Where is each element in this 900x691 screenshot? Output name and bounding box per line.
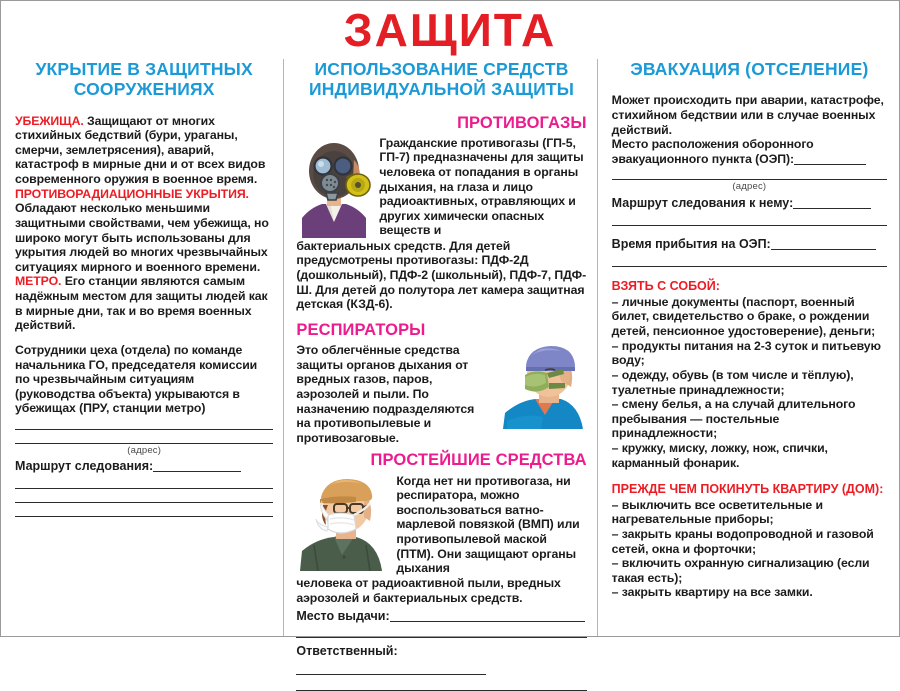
simple-means-heading: ПРОСТЕЙШИЕ СРЕДСТВА	[370, 451, 587, 470]
right-address-caption: (адрес)	[732, 181, 767, 193]
list-item: – закрыть квартиру на все замки.	[611, 585, 813, 600]
shelters-lead: УБЕЖИЩА.	[15, 113, 84, 128]
person-in-gauze-mask-illustration	[296, 475, 388, 571]
left-address-caption: (адрес)	[127, 445, 162, 457]
list-item: – одежду, обувь (в том числе и тёплую), туалетные принадлежности;	[611, 367, 854, 397]
right-blank-line-1[interactable]	[612, 179, 887, 180]
respirators-paragraph: Это облегчённые средства защиты органов дыхания от вредных газов, паров, аэрозолей и пыли. По назначению подразделяются на противопылевые и противозаговые.	[296, 343, 475, 445]
arrival-time-input[interactable]	[771, 237, 876, 250]
middle-column-heading: ИСПОЛЬЗОВАНИЕ СРЕДСТВ ИНДИВИДУАЛЬНОЙ ЗАЩИТЫ	[308, 59, 575, 100]
issue-place-label: Место выдачи:	[296, 609, 390, 624]
list-item: – закрыть краны водопроводной и газовой сетей, окна и форточки;	[611, 526, 874, 556]
oep-location-line	[612, 137, 887, 166]
left-blank-line-3[interactable]	[15, 488, 273, 489]
middle-blank-line-1[interactable]	[296, 637, 586, 638]
shelters-body: Защищают от многих стихийных бедствий (бури, ураганы, смерчи, землетрясения), аварий, катастроф в мирные дни и от всех видов современного оружия в военное время.	[15, 113, 266, 187]
left-blank-line-2[interactable]	[15, 443, 273, 444]
antiradiation-lead: ПРОТИВОРАДИАЦИОННЫЕ УКРЫТИЯ.	[15, 186, 249, 201]
before-leaving-heading: ПРЕЖДЕ ЧЕМ ПОКИНУТЬ КВАРТИРУ (ДОМ):	[611, 482, 884, 497]
gasmasks-paragraph-1: Гражданские противогазы (ГП-5, ГП-7) предназначены для защиты человека от попадания в органы дыхания, на глаза и лицо радиоактивных, отравляющих и других химически опасных веществ и	[379, 135, 584, 238]
take-with-you-heading: ВЗЯТЬ С СОБОЙ:	[611, 279, 720, 294]
list-item: – личные документы (паспорт, военный билет, свидетельство о браке, о рождении детей, пенсионное удостоверение), деньги;	[611, 294, 876, 339]
simple-means-paragraph-1: Когда нет ни противогаза, ни респиратора, можно воспользоваться ватно-марлевой повязкой (ВМП) или противопылевой маской (ПТМ). Они защищают органы дыхания	[396, 473, 580, 576]
left-blank-line-4[interactable]	[15, 502, 273, 503]
column-evacuation	[598, 59, 899, 636]
respirators-heading: РЕСПИРАТОРЫ	[296, 320, 426, 339]
list-item: – смену белья, а на случай длительного пребывания — постельные принадлежности;	[611, 397, 856, 441]
column-protective-equipment	[283, 59, 597, 659]
right-column-heading: ЭВАКУАЦИЯ (ОТСЕЛЕНИЕ)	[630, 59, 869, 79]
arrival-time-label: Время прибытия на ОЭП:	[611, 237, 771, 252]
antiradiation-paragraph	[15, 187, 273, 275]
list-item: – включить охранную сигнализацию (если такая есть);	[611, 556, 870, 585]
person-in-gas-mask-illustration	[296, 138, 372, 238]
columns-container	[1, 59, 899, 659]
list-item: – продукты питания на 2-3 суток и питьевую воду;	[611, 338, 881, 368]
oep-input[interactable]	[794, 152, 866, 165]
simple-means-paragraph-2: человека от радиоактивной пыли, вредных аэрозолей и бактериальных средств.	[296, 575, 561, 605]
gasmasks-heading: ПРОТИВОГАЗЫ	[457, 113, 587, 132]
take-with-you-list	[612, 295, 887, 471]
oep-label: Место расположения оборонного эвакуационного пункта (ОЭП):	[611, 137, 814, 166]
before-leaving-list	[612, 498, 887, 600]
metro-paragraph	[15, 274, 273, 333]
gasmasks-paragraph-2: бактериальных средств. Для детей предусмотрены противогазы: ПДФ-2Д (дошкольный), ПДФ-2 (школьный), ПДФ-7, ПДФ-Ш. Для детей до полутора лет камера защитная детская (КЗД-6).	[296, 238, 587, 312]
evacuation-intro: Может происходить при аварии, катастрофе, стихийном бедствии или в случае военных действий.	[611, 93, 884, 137]
person-in-respirator-illustration	[495, 343, 587, 429]
responsible-label: Ответственный:	[296, 644, 398, 659]
metro-lead: МЕТРО.	[15, 274, 62, 289]
metro-body: Его станции являются самым надёжным местом для защиты людей как в мирные дни, так и во время военных действий.	[15, 274, 268, 333]
left-route-label: Маршрут следования:	[15, 459, 154, 474]
page-title: ЗАЩИТА	[343, 4, 557, 56]
left-blank-line-1[interactable]	[15, 429, 273, 430]
right-route-label: Маршрут следования к нему:	[611, 196, 794, 211]
antiradiation-body: Обладают несколько меньшими защитными свойствами, чем убежища, но широко могут быть использованы для укрытия людей во многих чрезвычайных ситуациях мирного и военного времени.	[15, 201, 269, 274]
staff-paragraph: Сотрудники цеха (отдела) по команде начальника ГО, председателя комиссии по чрезвычайным ситуациям (руководства объекта) укрываются в убежищах (ПРУ, станции метро)	[15, 342, 258, 416]
list-item: – выключить все осветительные и нагревательные приборы;	[611, 497, 823, 527]
responsible-input[interactable]	[296, 662, 486, 675]
left-column-heading: УКРЫТИЕ В ЗАЩИТНЫХ СООРУЖЕНИЯХ	[35, 59, 253, 100]
left-blank-line-5[interactable]	[15, 516, 273, 517]
right-blank-line-2[interactable]	[612, 225, 887, 226]
column-shelters	[1, 59, 283, 636]
shelters-paragraph	[15, 114, 273, 187]
left-route-input[interactable]	[153, 459, 241, 472]
right-route-input[interactable]	[793, 196, 871, 209]
list-item: – кружку, миску, ложку, нож, спички, карманный фонарик.	[611, 441, 828, 470]
right-blank-line-3[interactable]	[612, 266, 887, 267]
issue-place-input[interactable]	[390, 609, 585, 622]
